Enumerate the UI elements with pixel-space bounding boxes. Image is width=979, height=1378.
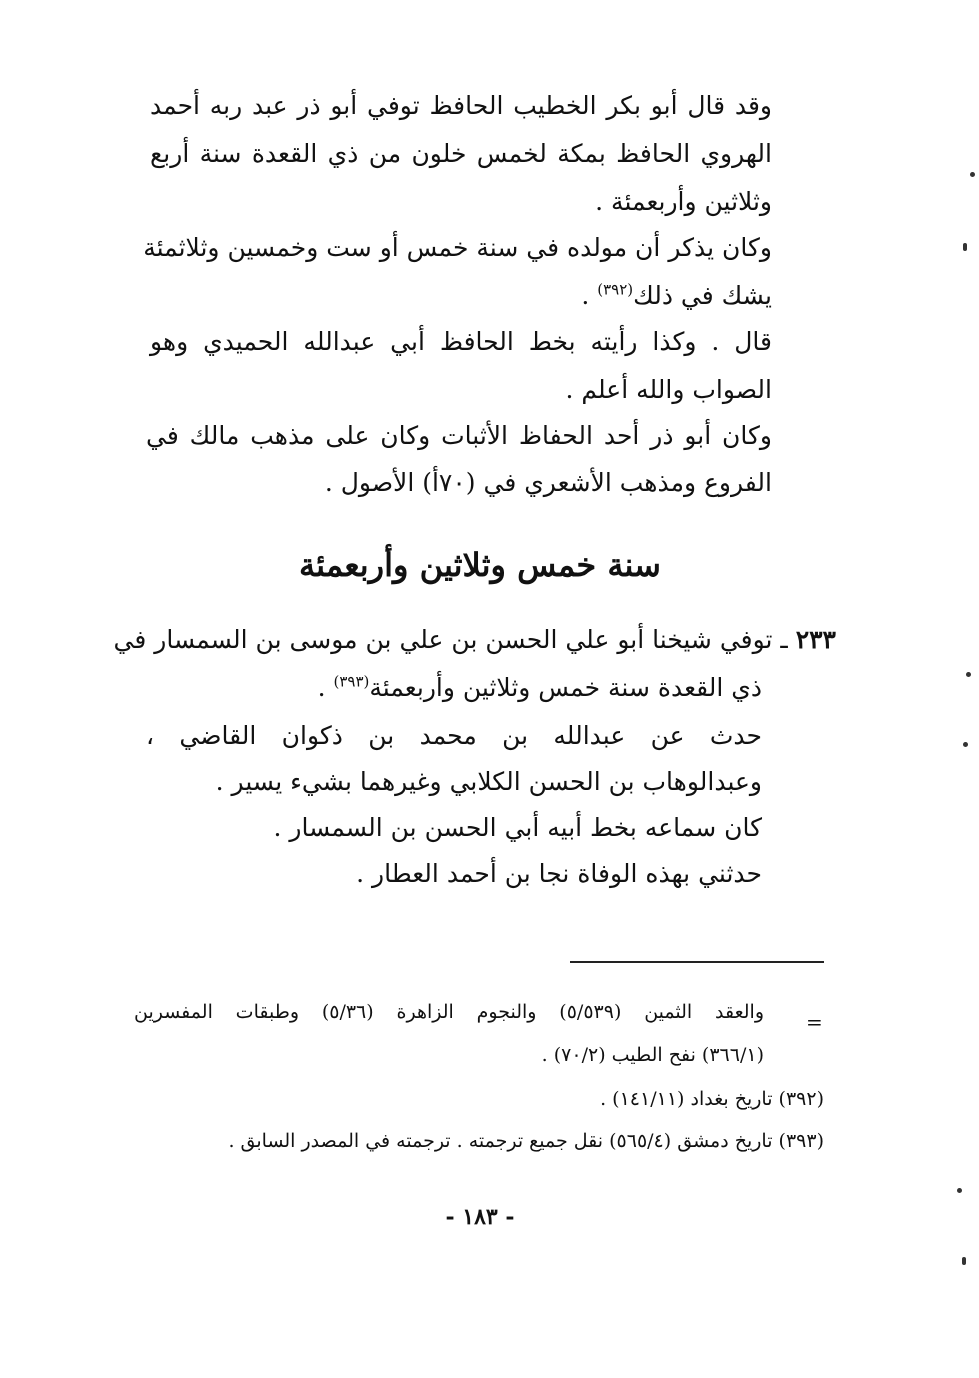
paragraph-line: وثلاثين وأربعمئة .: [595, 187, 772, 216]
entry-233-line: حدثني بهذه الوفاة نجا بن أحمد العطار .: [356, 859, 762, 888]
entry-233-line: [113, 620, 836, 660]
entry-233-line: حدث عن عبدالله بن محمد بن ذكوان القاضي ،: [146, 721, 762, 750]
footnote-393: (٣٩٣) تاريخ دمشق (٥٦٥/٤) نقل جميع ترجمته . ترجمته في المصدر السابق .: [228, 1130, 824, 1152]
paragraph-line: وقد قال أبو بكر الخطيب الحافظ توفي أبو ذر عبد ربه أحمد: [150, 91, 772, 120]
footnote-ref-393: (٣٩٣): [333, 672, 370, 691]
footnote-line: (٣٦٦/١) نفح الطيب (٧٠/٢) .: [541, 1044, 764, 1066]
scan-speck: [957, 1188, 962, 1193]
entry-text: ذي القعدة سنة خمس وثلاثين وأربعمئة: [369, 673, 762, 702]
paragraph-line: الفروع ومذهب الأشعري في (٧٠أ) الأصول .: [324, 468, 772, 497]
footnote-separator: [570, 961, 824, 963]
scan-speck: [963, 742, 968, 747]
paragraph-line: الهروي الحافظ بمكة لخمس خلون من ذي القعدة سنة أربع: [150, 139, 772, 168]
entry-number: ٢٣٣: [795, 625, 836, 654]
entry-233-line: وعبدالوهاب بن الحسن الكلابي وغيرهما بشيء يسير .: [215, 767, 762, 796]
entry-233-line: [300, 668, 762, 708]
paragraph-text: يشك في ذلك: [633, 281, 772, 310]
footnote-line: والعقد الثمين (٥/٥٣٩) والنجوم الزاهرة (٥/٣٦) وطبقات المفسرين: [134, 1001, 765, 1023]
entry-dash: ـ: [772, 625, 796, 654]
scan-speck: [962, 1257, 966, 1265]
footnote-continuation-mark: =: [806, 1010, 823, 1034]
scan-speck: [963, 243, 967, 251]
paragraph-line: وكان يذكر أن مولده في سنة خمس أو ست وخمسين وثلاثمئة: [143, 233, 772, 262]
entry-233-line: كان سماعه بخط أبيه أبي الحسن بن السمسار .: [273, 813, 762, 842]
paragraph-line: الصواب والله أعلم .: [565, 375, 772, 404]
paragraph-line: قال . وكذا رأيته بخط الحافظ أبي عبدالله الحميدي وهو: [150, 327, 772, 356]
paragraph-line: [400, 276, 772, 316]
page-number: - ١٨٣ -: [445, 1204, 515, 1230]
scan-speck: [966, 672, 971, 677]
entry-text: توفي شيخنا أبو علي الحسن بن علي بن موسى بن السمسار في: [113, 625, 773, 654]
section-heading: سنة خمس وثلاثين وأربعمئة: [299, 546, 661, 584]
line-end-period: .: [581, 281, 598, 310]
footnote-ref-392: (٣٩٢): [597, 280, 634, 299]
paragraph-line: وكان أبو ذر أحد الحفاظ الأثبات وكان على مذهب مالك في: [146, 421, 772, 450]
line-end-period: .: [317, 673, 334, 702]
scan-speck: [970, 172, 975, 177]
footnote-392: (٣٩٢) تاريخ بغداد (١٤١/١١) .: [600, 1088, 824, 1110]
